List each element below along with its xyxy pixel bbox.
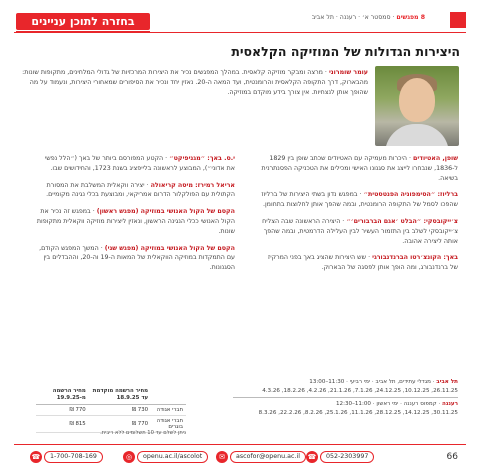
- phone-number[interactable]: 052-2303997: [320, 451, 374, 463]
- price-regular: 770 ₪: [36, 405, 89, 416]
- price-header-cell: [151, 386, 186, 405]
- brand-square-icon: [450, 12, 466, 28]
- lecture-title: שופן, האטיודים: [413, 155, 458, 162]
- lectures-column-left: [35, 154, 235, 280]
- session-location-name: תל אביב: [436, 379, 458, 385]
- lecturer-name: עומר שומרוני: [328, 69, 368, 76]
- price-regular: 815 ₪: [36, 416, 89, 433]
- lecture-item: [35, 154, 235, 174]
- price-row-label: חברי אגודה: [151, 405, 186, 416]
- email-icon: ✉: [216, 451, 228, 463]
- website-link[interactable]: openu.ac.il/ascolot: [137, 451, 208, 463]
- lecture-title: באך: הקונצ׳רטו הברנדנבורגי: [372, 254, 458, 262]
- phone-icon: ☎: [31, 453, 41, 461]
- lecture-title: הקסם של הקול האנושי במוזיקה (מפגש ראשון): [96, 208, 235, 216]
- lecture-item: [258, 253, 458, 273]
- price-table-header: [36, 386, 186, 405]
- session-location-info: · קמפוס רעננה · ימי ראשון · 11:00–12:30: [335, 401, 441, 407]
- page-title: היצירות הגדולות של המוזיקה הקלאסית: [231, 44, 460, 59]
- price-table: [36, 386, 186, 433]
- price-header-cell: מחיר הרשמה מ-19.9.25: [36, 386, 89, 405]
- lecture-item: [35, 207, 235, 236]
- lecturer-photo: [375, 66, 459, 146]
- lecture-text: · הקטע המפורסם ביותר של באך (״הלל נפשי את אדוני״), המבוצע לראשונה בלייפציג בשנת 1723, והחידושים שבו.: [44, 155, 235, 172]
- price-header-cell: מחיר הרשמה מוקדמת עד 18.9.25: [89, 386, 151, 405]
- price-early: 730 ₪: [89, 405, 151, 416]
- back-to-contents-button[interactable]: בחזרה לתוכן עניינים: [16, 13, 150, 30]
- lecture-title: ברליוז: ״הסימפוניה הפנטסטית״: [363, 191, 458, 199]
- phone-icon: ☎: [307, 453, 317, 461]
- table-row: [36, 405, 186, 416]
- price-row-label: חברי אגודה בוגרים: [151, 416, 186, 433]
- payment-note: ניתן לשלם עד 10 תשלומים ללא ריבית.: [100, 430, 186, 436]
- lecturer-description: · מרצה ומבקר מוזיקה קלאסית. במהלך המפגשים נכיר את היצירות המרכזיות של גדולי המלחינים, מתקופות שונות: מהבארוק, דרך התקופה הקלאסית והרומנטית, ועד המאה ה-20. נאזין יחד ונכיר את הסיפורים שמאחורי היצירות, ונעמוד על מה שהופך אותן לנצחיות. אין צורך בידע מוקדם במוזיקה.: [22, 69, 368, 96]
- lectures-column-right: [258, 154, 458, 280]
- session-location-info: · מגדלי עתידים, תל אביב · ימי רביעי · 11:30–13:00: [309, 379, 435, 385]
- globe-icon: ◎: [123, 451, 135, 463]
- sessions-count: 8 מפגשים: [396, 14, 425, 21]
- lecture-text: · שש היצירות שהציג באך בפני המרקיז של ברנדנבורג, ומה הופך אותן לפסגה של הבארוק.: [268, 254, 458, 272]
- lecture-title: צ׳ייקובסקי: ״הבלט ׳אגם הברבורים׳״: [346, 217, 458, 225]
- lecture-text: · היכרות מעמיקה עם האטיודים שכתב שופן בין 1829 ל-1836, שנבחרו לייצג את סגנונו האישי ומכילים את הטכניקה הפסנתרנית בשיאה.: [261, 155, 458, 182]
- email-contact[interactable]: [216, 451, 306, 463]
- lecture-text: · המשך המפגש הקודם, עם התמקדות במוזיקה הווקאלית של המאות ה-19 וה-20, וההבדלים בין הסגנונות.: [39, 244, 235, 272]
- lecture-text: · במפגש זה נכיר את הקול האנושי ככלי הנגינה הראשון, ונאזין ליצירות מוזיקה ווקאלית מתקופות שונות.: [36, 208, 235, 235]
- lecture-text: · היצירה הראשונה שבה הצליח צ׳ייקובסקי לשלב בין התזמור העשיר לבין העלילה הדרמטית, ובמה שהפך אותה ליצירה אהובה.: [262, 217, 458, 245]
- footer-divider: [14, 444, 466, 445]
- phone-contact-secondary[interactable]: [30, 451, 103, 463]
- session-dates: 26.11.25, 10.12.25, 24.12.25, 7.1.26, 21.1.26, 4.2.26, 18.2.26, 4.3.26: [262, 388, 458, 394]
- lecture-item: [258, 154, 458, 183]
- session-dates: 30.11.25, 14.12.25, 28.12.25, 11.1.26, 25.1.26, 8.2.26, 22.2.26, 8.3.26: [258, 410, 458, 416]
- price-early: 770 ₪: [89, 416, 151, 433]
- lecture-text: · במפגש נדון בשתי היצירות של ברליוז שהפכו לסמל של התקופה הרומנטית, ובמה שהפך אותן לחלוצות בתחומן.: [261, 191, 458, 209]
- lecture-item: [258, 190, 458, 210]
- course-meta-breadcrumb: [200, 14, 425, 28]
- session-location-name: רעננה: [441, 401, 458, 407]
- lecture-title: אריאל רמירז: מיסה קריאולה: [150, 181, 235, 189]
- lecture-item: [35, 244, 235, 273]
- session-divider: [233, 397, 458, 398]
- lecture-title: הקסם של הקול האנושי במוזיקה (מפגש שני): [104, 244, 235, 252]
- header-divider: [14, 32, 466, 33]
- website-contact[interactable]: [123, 451, 208, 463]
- phone-number-secondary[interactable]: 1-700-708-169: [44, 451, 103, 463]
- session-schedule: [233, 378, 458, 418]
- lecturer-intro: [22, 68, 368, 98]
- lecture-item: [35, 181, 235, 201]
- lecture-title: י.ס. באך: ״מגניפיקט״: [169, 155, 235, 162]
- page-number: 66: [446, 452, 458, 462]
- lecture-text: · יצירה ווקאלית המשלבת את המסורת הקתולית עם הפולקלור הדרום אמריקאי, ומבוצעת בכלי נגינה מקומיים.: [46, 181, 235, 199]
- course-meta-text: · סמסטר א׳ · רעננה · תל אביב: [311, 14, 395, 21]
- session-location: [233, 400, 458, 409]
- lecture-item: [258, 217, 458, 246]
- email-address[interactable]: ascofor@openu.ac.il: [230, 451, 306, 463]
- phone-contact[interactable]: [306, 451, 374, 463]
- session-location: [233, 378, 458, 387]
